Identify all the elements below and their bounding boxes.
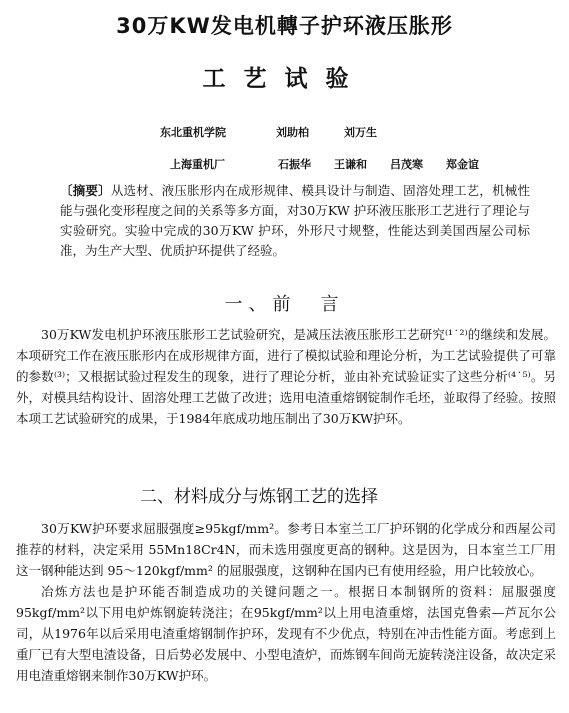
abstract-text: 从选材、液压胀形内在成形规律、模具设计与制造、固溶处理工艺，机械性能与强化变形程度之间的关系等多方面，对30万KW 护环液压胀形工艺进行了理论与实验研究。实验中完成的30万KW 护环，外形尺寸规整，性能达到美国西屋公司标准，为生产大型、优质护环提供了经验。 [60, 183, 530, 258]
materials-paragraph-block [16, 518, 556, 686]
author-institution: 上海重机厂 [170, 158, 225, 171]
intro-paragraph: 30万KW发电机护环液压胀形工艺试验研究，是减压法液压胀形工艺研究⁽¹˙²⁾的继续和发展。本项研究工作在液压胀形内在成形规律方面，进行了模拟试验和理论分析，为工艺试验提供了可靠的参数⁽³⁾；又根据试验过程发生的现象，进行了理论分析，並由补充试验证实了这些分析⁽⁴˙⁵⁾。另外，对模具结构设计、固溶处理工艺做了改进；选用电渣重熔钢锭制作毛坯，並取得了经验。按照本项工艺试验研究的成果，于1984年底成功地压制出了30万KW护环。 [16, 327, 556, 426]
author-name: 吕茂寒 [390, 158, 423, 171]
paper-title-line2: 工艺试验 [202, 66, 367, 92]
smelting-paragraph: 冶炼方法也是护环能否制造成功的关键问题之一。根据日本制钢所的资料：屈服强度95kgf/mm²以下用电炉炼钢旋转浇注；在95kgf/mm²以上用电渣重熔，法国克鲁索—芦瓦尔公司，从1976年以后采用电渣重熔钢制作护环，发现有不少优点，特别在冲击性能方面。考虑到上重厂已有大型电渣设备，日后势必发展中、小型电渣炉，而炼钢车间尚无旋转浇注设备，故决定采用电渣重熔钢来制作30万KW护环。 [16, 584, 556, 683]
author-name: 刘万生 [344, 126, 377, 139]
abstract [60, 181, 530, 261]
section-heading-materials: 二、材料成分与炼钢工艺的选择 [140, 487, 378, 507]
materials-paragraph: 30万KW护环要求屈服强度≥95kgf/mm²。参考日本室兰工厂护环钢的化学成分和西屋公司推荐的材料，决定采用 55Mn18Cr4N，而未选用强度更高的钢种。这是因为，日本室兰工厂用这一钢种能达到 95～120kgf/mm² 的屈服强度，这钢种在国内已有使用经验，用户比较放心。 [16, 521, 556, 578]
author-name: 石振华 [278, 158, 311, 171]
author-name: 郑金谊 [446, 158, 479, 171]
author-name: 刘助柏 [276, 126, 309, 139]
intro-paragraph-block [16, 324, 556, 429]
author-name: 王谦和 [334, 158, 367, 171]
author-institution: 东北重机学院 [160, 126, 226, 139]
paper-title: 30万KW发电机轉子护环液压胀形 [116, 14, 453, 38]
section-heading-intro: 一、前 言 [224, 294, 345, 315]
abstract-tag: 〔摘要〕 [60, 183, 111, 198]
